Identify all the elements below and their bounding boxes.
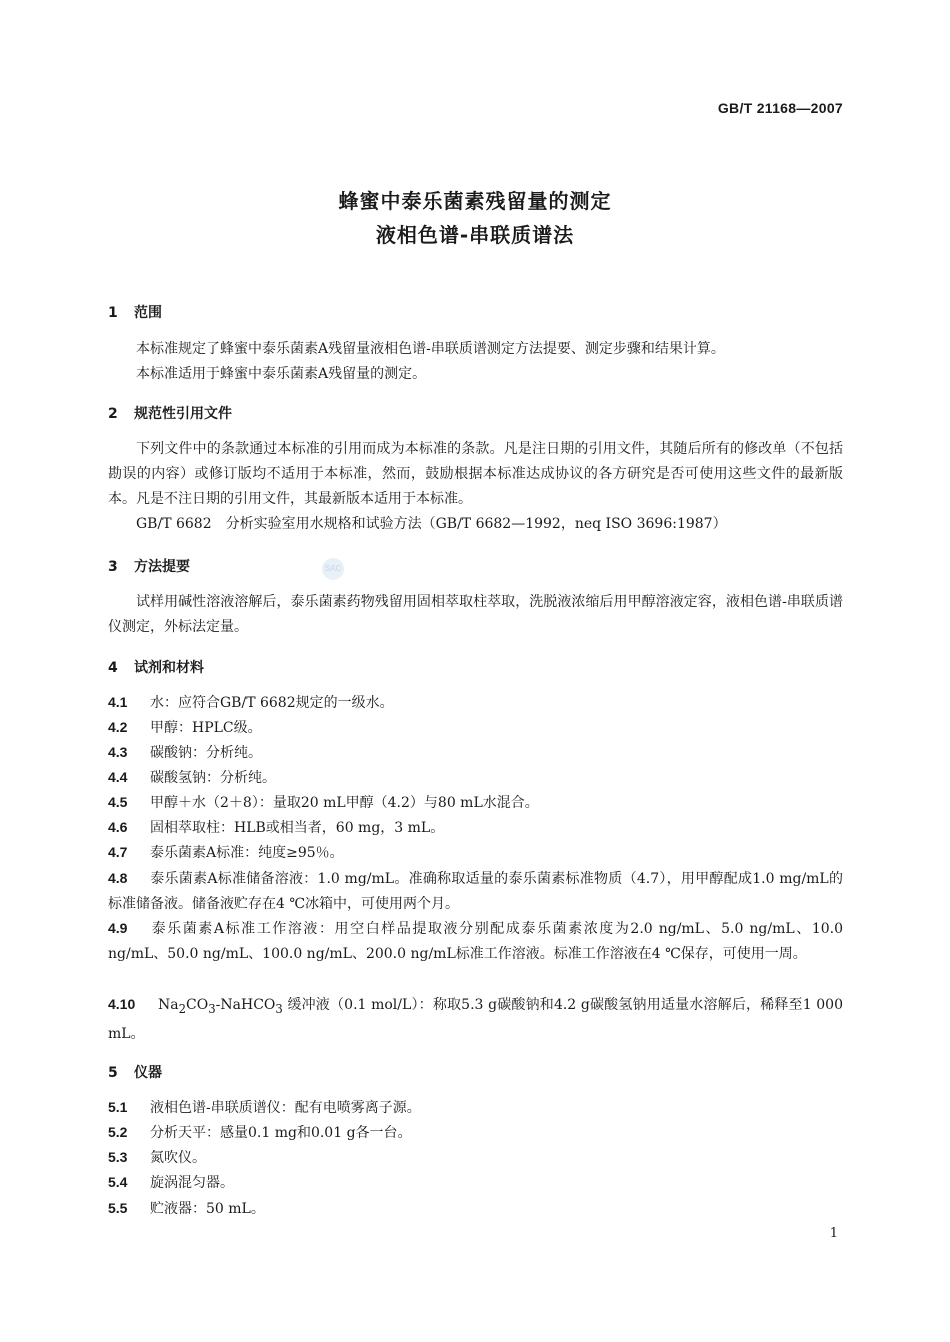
page-number: 1 (829, 1226, 838, 1241)
section-1-paragraph-2: 本标准适用于蜂蜜中泰乐菌素A残留量的测定。 (136, 366, 427, 382)
section-number: 2 (108, 406, 118, 422)
list-item: 4.8 泰乐菌素A标准储备溶液：1.0 mg/mL。准确称取适量的泰乐菌素标准物质（4.7），用甲醇配成1.0 mg/mL的标准储备液。储备液贮存在4 ℃冰箱中，可使用两个月。 (108, 870, 843, 912)
section-2-heading (108, 403, 232, 423)
document-title-line2: 液相色谱-串联质谱法 (375, 223, 575, 247)
section-title: 试剂和材料 (134, 660, 204, 676)
section-4-heading (108, 657, 204, 677)
section-number: 5 (108, 1065, 118, 1081)
list-item: 4.4 碳酸氢钠：分析纯。 (108, 769, 276, 786)
section-3-paragraph-1: 试样用碱性溶液溶解后，泰乐菌素药物残留用固相萃取柱萃取，洗脱液浓缩后用甲醇溶液定容，液相色谱-串联质谱仪测定，外标法定量。 (108, 594, 843, 635)
section-number: 1 (108, 305, 118, 321)
list-item: 4.6 固相萃取柱：HLB或相当者，60 mg，3 mL。 (108, 819, 445, 836)
list-item: 4.10 $Na_2CO_3-NaHCO_3$ 缓冲液（0.1 mol/L）：称取5.3 g碳酸钠和4.2 g碳酸氢钠用适量水溶解后，稀释至1 000 mL。 (108, 996, 843, 1042)
list-item: 5.1 液相色谱-串联质谱仪：配有电喷雾离子源。 (108, 1099, 421, 1116)
document-title-line1: 蜂蜜中泰乐菌素残留量的测定 (338, 189, 612, 213)
section-title: 方法提要 (134, 559, 190, 575)
section-2-paragraph-1: 下列文件中的条款通过本标准的引用而成为本标准的条款。凡是注日期的引用文件，其随后所有的修改单（不包括勘误的内容）或修订版均不适用于本标准，然而，鼓励根据本标准达成协议的各方研究是否可使用这些文件的最新版本。凡是不注日期的引用文件，其最新版本适用于本标准。 (108, 441, 843, 507)
sac-watermark: SAC (322, 558, 344, 580)
section-number: 3 (108, 559, 118, 575)
standard-number: GB/T 21168—2007 (717, 100, 843, 116)
list-item: 4.9 泰乐菌素A标准工作溶液：用空白样品提取液分别配成泰乐菌素浓度为2.0 ng/mL、5.0 ng/mL、10.0 ng/mL、50.0 ng/mL、100.0 ng/mL、200.0 ng/mL标准工作溶液。标准工作溶液在4 ℃保存，可使用一周。 (108, 920, 843, 962)
list-item: 5.3 氮吹仪。 (108, 1149, 206, 1166)
section-1-paragraph-1: 本标准规定了蜂蜜中泰乐菌素A残留量液相色谱-串联质谱测定方法提要、测定步骤和结果计算。 (136, 341, 725, 357)
section-3-heading (108, 556, 190, 576)
list-item: 4.2 甲醇：HPLC级。 (108, 719, 262, 736)
list-item: 5.5 贮液器：50 mL。 (108, 1200, 265, 1217)
list-item: 4.5 甲醇＋水（2＋8）：量取20 mL甲醇（4.2）与80 mL水混合。 (108, 794, 539, 811)
section-title: 规范性引用文件 (134, 406, 232, 422)
normative-reference: GB/T 6682 分析实验室用水规格和试验方法（GB/T 6682—1992，neq ISO 3696:1987） (136, 516, 727, 532)
section-title: 仪器 (134, 1065, 162, 1081)
section-5-heading (108, 1062, 162, 1082)
list-item: 5.4 旋涡混匀器。 (108, 1174, 234, 1191)
section-title: 范围 (134, 305, 162, 321)
section-number: 4 (108, 660, 118, 676)
list-item: 4.3 碳酸钠：分析纯。 (108, 744, 262, 761)
list-item: 4.7 泰乐菌素A标准：纯度≥95％。 (108, 844, 344, 861)
section-1-heading (108, 302, 162, 322)
list-item: 4.1 水：应符合GB/T 6682规定的一级水。 (108, 694, 394, 711)
list-item: 5.2 分析天平：感量0.1 mg和0.01 g各一台。 (108, 1124, 412, 1141)
